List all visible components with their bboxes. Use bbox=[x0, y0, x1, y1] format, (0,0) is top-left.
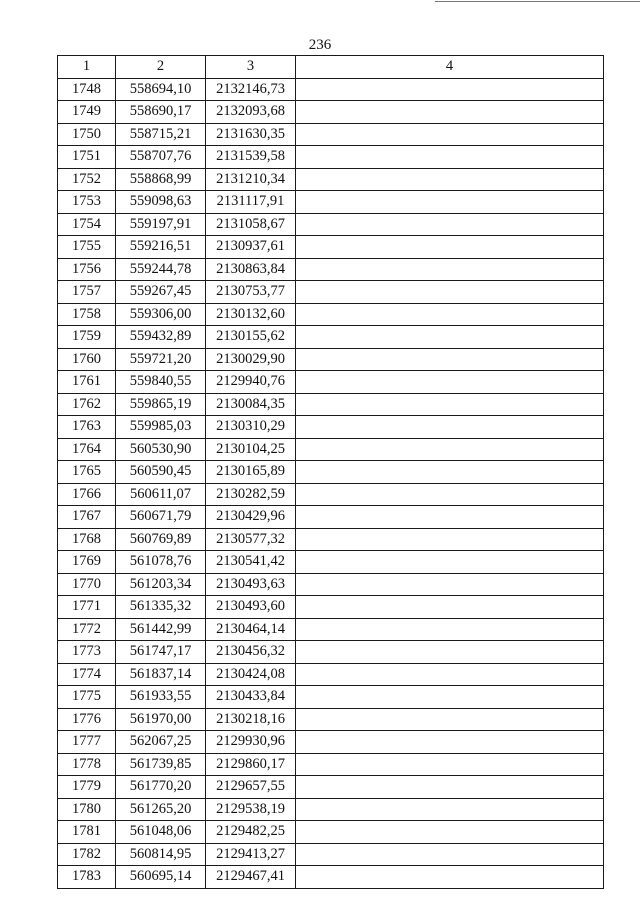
coordinates-table bbox=[57, 55, 604, 889]
x-coordinate-cell: 560611,07 bbox=[116, 483, 206, 506]
note-cell bbox=[296, 573, 604, 596]
x-coordinate-cell: 562067,25 bbox=[116, 731, 206, 754]
column-header-4: 4 bbox=[296, 56, 604, 79]
y-coordinate-cell: 2130863,84 bbox=[206, 258, 296, 281]
y-coordinate-cell: 2131117,91 bbox=[206, 191, 296, 214]
note-cell bbox=[296, 348, 604, 371]
note-cell bbox=[296, 618, 604, 641]
table-row bbox=[58, 326, 604, 349]
y-coordinate-cell: 2130084,35 bbox=[206, 393, 296, 416]
table-row bbox=[58, 101, 604, 124]
table-row bbox=[58, 618, 604, 641]
point-number-cell: 1769 bbox=[58, 551, 116, 574]
point-number-cell: 1774 bbox=[58, 663, 116, 686]
x-coordinate-cell: 561048,06 bbox=[116, 821, 206, 844]
table-row bbox=[58, 123, 604, 146]
column-header-1: 1 bbox=[58, 56, 116, 79]
column-header-3: 3 bbox=[206, 56, 296, 79]
table-row bbox=[58, 438, 604, 461]
x-coordinate-cell: 558707,76 bbox=[116, 146, 206, 169]
x-coordinate-cell: 559840,55 bbox=[116, 371, 206, 394]
note-cell bbox=[296, 641, 604, 664]
y-coordinate-cell: 2130577,32 bbox=[206, 528, 296, 551]
y-coordinate-cell: 2130493,63 bbox=[206, 573, 296, 596]
x-coordinate-cell: 560671,79 bbox=[116, 506, 206, 529]
point-number-cell: 1764 bbox=[58, 438, 116, 461]
y-coordinate-cell: 2132093,68 bbox=[206, 101, 296, 124]
point-number-cell: 1753 bbox=[58, 191, 116, 214]
x-coordinate-cell: 559216,51 bbox=[116, 236, 206, 259]
point-number-cell: 1776 bbox=[58, 708, 116, 731]
table-row bbox=[58, 731, 604, 754]
y-coordinate-cell: 2131539,58 bbox=[206, 146, 296, 169]
x-coordinate-cell: 561335,32 bbox=[116, 596, 206, 619]
note-cell bbox=[296, 326, 604, 349]
note-cell bbox=[296, 258, 604, 281]
note-cell bbox=[296, 528, 604, 551]
y-coordinate-cell: 2130541,42 bbox=[206, 551, 296, 574]
x-coordinate-cell: 561970,00 bbox=[116, 708, 206, 731]
y-coordinate-cell: 2131210,34 bbox=[206, 168, 296, 191]
x-coordinate-cell: 561078,76 bbox=[116, 551, 206, 574]
y-coordinate-cell: 2130165,89 bbox=[206, 461, 296, 484]
y-coordinate-cell: 2130282,59 bbox=[206, 483, 296, 506]
x-coordinate-cell: 560530,90 bbox=[116, 438, 206, 461]
point-number-cell: 1748 bbox=[58, 78, 116, 101]
y-coordinate-cell: 2130493,60 bbox=[206, 596, 296, 619]
y-coordinate-cell: 2130753,77 bbox=[206, 281, 296, 304]
table-row bbox=[58, 303, 604, 326]
note-cell bbox=[296, 371, 604, 394]
y-coordinate-cell: 2130424,08 bbox=[206, 663, 296, 686]
table-row bbox=[58, 798, 604, 821]
y-coordinate-cell: 2130429,96 bbox=[206, 506, 296, 529]
point-number-cell: 1783 bbox=[58, 866, 116, 889]
note-cell bbox=[296, 551, 604, 574]
table-row bbox=[58, 573, 604, 596]
point-number-cell: 1763 bbox=[58, 416, 116, 439]
point-number-cell: 1762 bbox=[58, 393, 116, 416]
note-cell bbox=[296, 483, 604, 506]
point-number-cell: 1760 bbox=[58, 348, 116, 371]
table-row bbox=[58, 551, 604, 574]
table-row bbox=[58, 236, 604, 259]
table-row bbox=[58, 483, 604, 506]
x-coordinate-cell: 561739,85 bbox=[116, 753, 206, 776]
table-row bbox=[58, 776, 604, 799]
point-number-cell: 1757 bbox=[58, 281, 116, 304]
note-cell bbox=[296, 393, 604, 416]
point-number-cell: 1771 bbox=[58, 596, 116, 619]
point-number-cell: 1779 bbox=[58, 776, 116, 799]
x-coordinate-cell: 559197,91 bbox=[116, 213, 206, 236]
table-row bbox=[58, 213, 604, 236]
table-row bbox=[58, 866, 604, 889]
note-cell bbox=[296, 438, 604, 461]
table-row bbox=[58, 371, 604, 394]
note-cell bbox=[296, 821, 604, 844]
table-row bbox=[58, 753, 604, 776]
note-cell bbox=[296, 753, 604, 776]
table-row bbox=[58, 596, 604, 619]
y-coordinate-cell: 2130464,14 bbox=[206, 618, 296, 641]
y-coordinate-cell: 2129860,17 bbox=[206, 753, 296, 776]
x-coordinate-cell: 558868,99 bbox=[116, 168, 206, 191]
y-coordinate-cell: 2129930,96 bbox=[206, 731, 296, 754]
x-coordinate-cell: 559721,20 bbox=[116, 348, 206, 371]
table-row bbox=[58, 393, 604, 416]
y-coordinate-cell: 2130456,32 bbox=[206, 641, 296, 664]
point-number-cell: 1749 bbox=[58, 101, 116, 124]
x-coordinate-cell: 560769,89 bbox=[116, 528, 206, 551]
note-cell bbox=[296, 708, 604, 731]
point-number-cell: 1750 bbox=[58, 123, 116, 146]
x-coordinate-cell: 558715,21 bbox=[116, 123, 206, 146]
table-row bbox=[58, 506, 604, 529]
y-coordinate-cell: 2130433,84 bbox=[206, 686, 296, 709]
note-cell bbox=[296, 101, 604, 124]
x-coordinate-cell: 558690,17 bbox=[116, 101, 206, 124]
x-coordinate-cell: 561203,34 bbox=[116, 573, 206, 596]
column-header-2: 2 bbox=[116, 56, 206, 79]
note-cell bbox=[296, 686, 604, 709]
x-coordinate-cell: 561837,14 bbox=[116, 663, 206, 686]
point-number-cell: 1755 bbox=[58, 236, 116, 259]
x-coordinate-cell: 561265,20 bbox=[116, 798, 206, 821]
point-number-cell: 1754 bbox=[58, 213, 116, 236]
table-row bbox=[58, 281, 604, 304]
x-coordinate-cell: 558694,10 bbox=[116, 78, 206, 101]
point-number-cell: 1768 bbox=[58, 528, 116, 551]
table-row bbox=[58, 663, 604, 686]
point-number-cell: 1777 bbox=[58, 731, 116, 754]
note-cell bbox=[296, 123, 604, 146]
point-number-cell: 1761 bbox=[58, 371, 116, 394]
y-coordinate-cell: 2129657,55 bbox=[206, 776, 296, 799]
x-coordinate-cell: 561442,99 bbox=[116, 618, 206, 641]
y-coordinate-cell: 2130937,61 bbox=[206, 236, 296, 259]
point-number-cell: 1780 bbox=[58, 798, 116, 821]
note-cell bbox=[296, 78, 604, 101]
note-cell bbox=[296, 843, 604, 866]
y-coordinate-cell: 2129413,27 bbox=[206, 843, 296, 866]
point-number-cell: 1782 bbox=[58, 843, 116, 866]
y-coordinate-cell: 2131630,35 bbox=[206, 123, 296, 146]
note-cell bbox=[296, 798, 604, 821]
point-number-cell: 1767 bbox=[58, 506, 116, 529]
y-coordinate-cell: 2130310,29 bbox=[206, 416, 296, 439]
y-coordinate-cell: 2130104,25 bbox=[206, 438, 296, 461]
point-number-cell: 1770 bbox=[58, 573, 116, 596]
table-header-row bbox=[58, 56, 604, 79]
table-row bbox=[58, 461, 604, 484]
point-number-cell: 1765 bbox=[58, 461, 116, 484]
y-coordinate-cell: 2130132,60 bbox=[206, 303, 296, 326]
y-coordinate-cell: 2132146,73 bbox=[206, 78, 296, 101]
point-number-cell: 1775 bbox=[58, 686, 116, 709]
table-row bbox=[58, 821, 604, 844]
table-row bbox=[58, 686, 604, 709]
table-row bbox=[58, 528, 604, 551]
x-coordinate-cell: 560814,95 bbox=[116, 843, 206, 866]
note-cell bbox=[296, 168, 604, 191]
table-row bbox=[58, 843, 604, 866]
table-row bbox=[58, 168, 604, 191]
table-row bbox=[58, 78, 604, 101]
note-cell bbox=[296, 776, 604, 799]
y-coordinate-cell: 2130029,90 bbox=[206, 348, 296, 371]
x-coordinate-cell: 561770,20 bbox=[116, 776, 206, 799]
point-number-cell: 1766 bbox=[58, 483, 116, 506]
y-coordinate-cell: 2129482,25 bbox=[206, 821, 296, 844]
x-coordinate-cell: 561747,17 bbox=[116, 641, 206, 664]
note-cell bbox=[296, 731, 604, 754]
x-coordinate-cell: 559432,89 bbox=[116, 326, 206, 349]
point-number-cell: 1751 bbox=[58, 146, 116, 169]
point-number-cell: 1758 bbox=[58, 303, 116, 326]
point-number-cell: 1778 bbox=[58, 753, 116, 776]
y-coordinate-cell: 2129538,19 bbox=[206, 798, 296, 821]
y-coordinate-cell: 2130155,62 bbox=[206, 326, 296, 349]
x-coordinate-cell: 559098,63 bbox=[116, 191, 206, 214]
note-cell bbox=[296, 236, 604, 259]
point-number-cell: 1773 bbox=[58, 641, 116, 664]
x-coordinate-cell: 561933,55 bbox=[116, 686, 206, 709]
y-coordinate-cell: 2131058,67 bbox=[206, 213, 296, 236]
note-cell bbox=[296, 461, 604, 484]
note-cell bbox=[296, 303, 604, 326]
x-coordinate-cell: 559985,03 bbox=[116, 416, 206, 439]
note-cell bbox=[296, 281, 604, 304]
table-row bbox=[58, 191, 604, 214]
note-cell bbox=[296, 596, 604, 619]
x-coordinate-cell: 560590,45 bbox=[116, 461, 206, 484]
point-number-cell: 1759 bbox=[58, 326, 116, 349]
table-row bbox=[58, 258, 604, 281]
y-coordinate-cell: 2129940,76 bbox=[206, 371, 296, 394]
top-rule-line bbox=[435, 1, 640, 2]
page-number: 236 bbox=[308, 37, 332, 53]
x-coordinate-cell: 559306,00 bbox=[116, 303, 206, 326]
table-body bbox=[58, 78, 604, 888]
point-number-cell: 1752 bbox=[58, 168, 116, 191]
note-cell bbox=[296, 213, 604, 236]
table-row bbox=[58, 416, 604, 439]
note-cell bbox=[296, 191, 604, 214]
note-cell bbox=[296, 663, 604, 686]
point-number-cell: 1772 bbox=[58, 618, 116, 641]
table-row bbox=[58, 708, 604, 731]
y-coordinate-cell: 2130218,16 bbox=[206, 708, 296, 731]
note-cell bbox=[296, 146, 604, 169]
note-cell bbox=[296, 506, 604, 529]
note-cell bbox=[296, 416, 604, 439]
table-row bbox=[58, 146, 604, 169]
note-cell bbox=[296, 866, 604, 889]
x-coordinate-cell: 559244,78 bbox=[116, 258, 206, 281]
table-row bbox=[58, 348, 604, 371]
y-coordinate-cell: 2129467,41 bbox=[206, 866, 296, 889]
x-coordinate-cell: 559865,19 bbox=[116, 393, 206, 416]
point-number-cell: 1756 bbox=[58, 258, 116, 281]
table-row bbox=[58, 641, 604, 664]
point-number-cell: 1781 bbox=[58, 821, 116, 844]
x-coordinate-cell: 559267,45 bbox=[116, 281, 206, 304]
x-coordinate-cell: 560695,14 bbox=[116, 866, 206, 889]
